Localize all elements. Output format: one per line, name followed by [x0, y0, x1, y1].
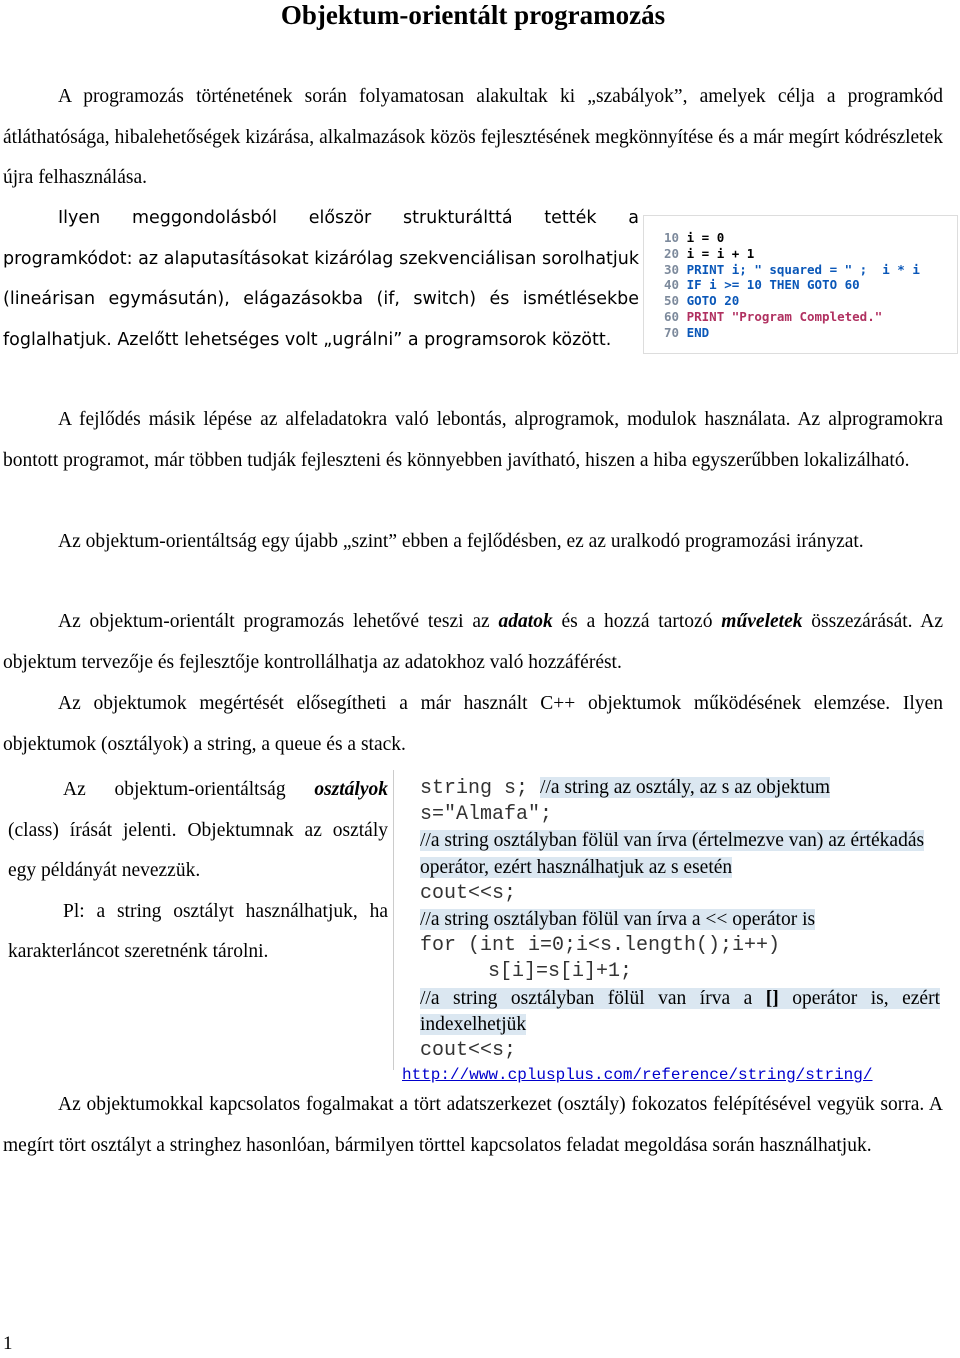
paragraph-intro: A programozás történetének során folyamatosan alakultak ki „szabályok”, amelyek célja a programkód átláthatósága, hibalehetőségek kizárása, alkalmazások közös fejlesztésének megkönnyítése és a már megírt kódrészletek újra felhasználása.	[3, 86, 943, 188]
paragraph-oop-level: Az objektum-orientáltság egy újabb „szint” ebben a fejlődésben, ez az uralkodó programozási irányzat.	[58, 531, 864, 552]
code-row: s[i]=s[i]+1;	[488, 960, 633, 984]
left-column-example: Pl: a string osztályt használhatjuk, ha karakterláncot szeretnénk tárolni.	[8, 900, 388, 962]
page-number: 1	[3, 1333, 13, 1354]
basic-code-line: 10 i = 0	[664, 230, 725, 245]
code-row: cout<<s;	[420, 1039, 517, 1063]
basic-code-line: 60 PRINT "Program Completed."	[664, 308, 883, 324]
basic-code-line: 70 END	[664, 324, 710, 340]
cpp-code-block	[420, 775, 940, 1064]
basic-code-line: 40 IF i >= 10 THEN GOTO 60	[664, 277, 860, 293]
code-row: s="Almafa";	[420, 803, 553, 827]
basic-code-line: 50 GOTO 20	[664, 293, 740, 309]
code-comment: //a string osztályban fölül van írva a [] operátor is, ezért indexelhetjük	[420, 987, 940, 1035]
code-comment: //a string osztályban fölül van írva a << operátor is	[420, 909, 816, 931]
paragraph-encapsulation: Az objektum-orientált programozás lehetővé teszi az adatok és a hozzá tartozó műveletek összezárását. Az objektum tervezője és fejlesztője kontrollálhatja az adatokhoz való hozzáférést.	[3, 611, 943, 673]
basic-code-line: 20 i = i + 1	[664, 245, 755, 261]
code-row: cout<<s;	[420, 881, 517, 905]
paragraph-cpp-objects: Az objektumok megértését elősegítheti a már használt C++ objektumok működésének elemzése. Ilyen objektumok (osztályok) a string, a queue és a stack.	[3, 693, 943, 755]
basic-code-image	[643, 215, 958, 354]
left-column-definition: Az objektum-orientáltság osztályok (class) írását jelenti. Objektumnak az osztály egy példányát nevezzük.	[8, 779, 388, 881]
code-row: string s; //a string az osztály, az s az objektum	[420, 777, 831, 800]
paragraph-fraction-class: Az objektumokkal kapcsolatos fogalmakat a tört adatszerkezet (osztály) fokozatos felépítésével vegyük sorra. A megírt tört osztályt a stringhez hasonlóan, bármilyen törttel kapcsolatos feladat megoldása során használhatjuk.	[3, 1094, 943, 1156]
left-column	[8, 770, 388, 973]
code-comment: //a string osztályban fölül van írva (értelmezve van) az értékadás operátor, ezért használhatjuk az s esetén	[420, 830, 925, 878]
reference-link[interactable]: http://www.cplusplus.com/reference/string/string/	[402, 1066, 873, 1084]
paragraph-modules: A fejlődés másik lépése az alfeladatokra való lebontás, alprogramok, modulok használata. Az alprogramokra bontott programot, már többen tudják fejleszteni és könnyebben javítható, hiszen a hiba egyszerűbben lokalizálható.	[3, 409, 943, 471]
column-divider	[393, 770, 394, 1070]
code-row: for (int i=0;i<s.length();i++)	[420, 934, 781, 958]
page-title: Objektum-orientált programozás	[280, 0, 666, 30]
basic-code-line: 30 PRINT i; " squared = " ; i * i	[664, 261, 920, 277]
paragraph-structured: Ilyen meggondolásból először strukturálttá tették a programkódot: az alaputasításokat kizárólag szekvenciálisan sorolhatjuk (lineárisan egymásután), elágazásokba (if, switch) és ismétlésekbe foglalhatjuk. Azelőtt lehetséges volt „ugrálni” a programsorok között.	[3, 208, 639, 350]
